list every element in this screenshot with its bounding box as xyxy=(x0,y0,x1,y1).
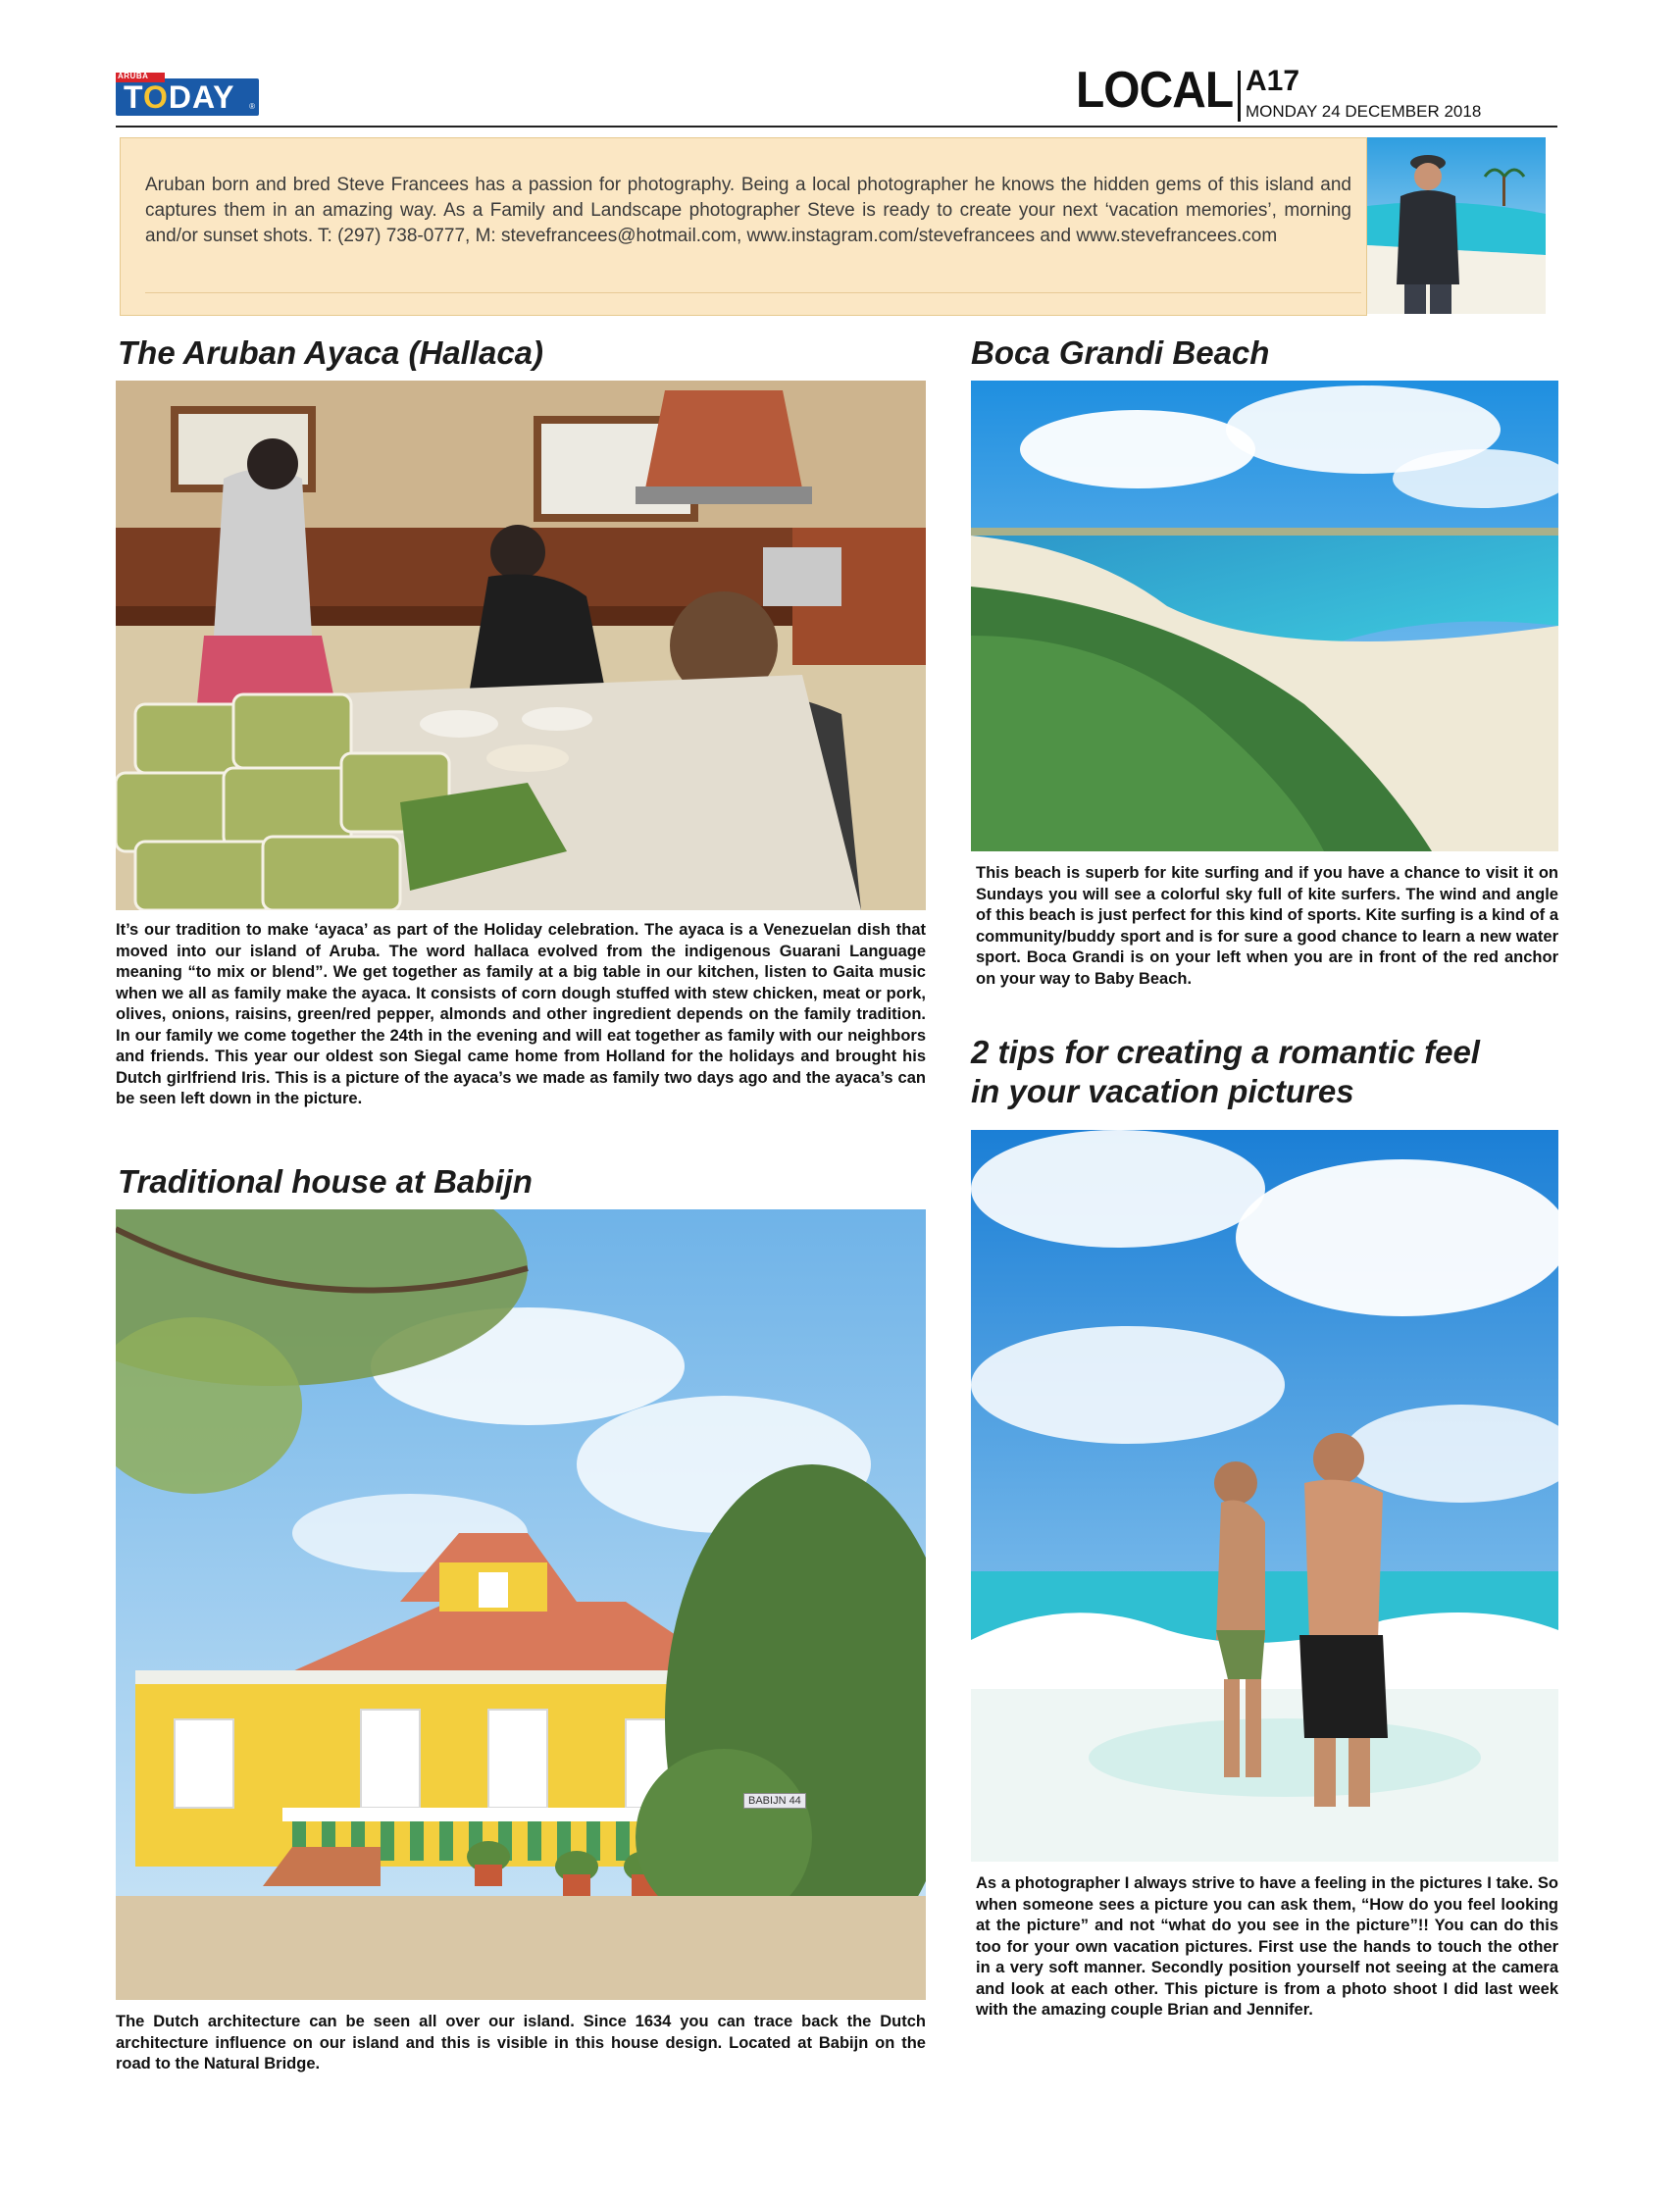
logo-letters-day: DAY xyxy=(168,79,235,115)
tips-heading-line1: 2 tips for creating a romantic feel xyxy=(971,1034,1480,1070)
boca-grandi-article-text: This beach is superb for kite surfing and if you have a chance to visit it on Sundays you will see a colorful sky full of kite surfers. The wind and angle of this beach is just perfect for this kind of sports. Kite surfing is a kind of a community/buddy sport and is for sure a good chance to learn a new water sport. Boca Grandi is on your left when you are in front of the red anchor on your way to Baby Beach. xyxy=(976,864,1558,988)
house-number-plate: BABIJN 44 xyxy=(743,1793,806,1809)
logo-tagline: ARUBA xyxy=(118,72,149,80)
boca-grandi-heading: Boca Grandi Beach xyxy=(971,334,1270,371)
tips-heading-line2: in your vacation pictures xyxy=(971,1073,1354,1109)
ayaca-heading: The Aruban Ayaca (Hallaca) xyxy=(118,334,544,371)
babijn-article-text: The Dutch architecture can be seen all over our island. Since 1634 you can trace back the Dutch architecture influence on our island and this is visible in this house design. Located at Babijn on the road to the Natural Bridge. xyxy=(116,2013,926,2073)
masthead-divider xyxy=(1238,71,1241,122)
tips-article-text: As a photographer I always strive to have a feeling in the pictures I take. So when someone sees a picture you can ask them, “How do you feel looking at the picture” and not “what do you see in the picture”!! You can do this too for your own vacation pictures. First use the hands to touch the other in a very soft manner. Secondly position yourself not seeing at the camera and look at each other. This picture is from a photo shoot I did last week with the amazing couple Brian and Jennifer. xyxy=(976,1874,1558,2019)
babijn-house-photo xyxy=(116,1209,926,2000)
logo-sun-o: O xyxy=(142,79,169,115)
photographer-bio-text: Aruban born and bred Steve Francees has a passion for photography. Being a local photographer he knows the hidden gems of this island and captures them in an amazing way. As a Family and Landscape photographer Steve is ready to create your next ‘vacation memories’, morning and/or sunset shots. T: (297) 738-0777, M: stevefrancees@hotmail.com, www.instagram.com/stevefrancees and www.stevefrancees.com xyxy=(145,175,1351,246)
boca-grandi-beach-photo xyxy=(971,381,1558,851)
section-name: LOCAL xyxy=(1076,62,1234,119)
photographer-portrait xyxy=(1367,137,1546,314)
couple-beach-photo xyxy=(971,1130,1558,1862)
bio-divider xyxy=(145,292,1361,293)
logo-letter-t: T xyxy=(124,79,143,115)
logo-registered-mark: ® xyxy=(249,102,255,111)
babijn-heading: Traditional house at Babijn xyxy=(118,1163,533,1200)
masthead-rule xyxy=(116,126,1557,128)
page-number: A17 xyxy=(1246,65,1300,97)
ayaca-kitchen-photo xyxy=(116,381,926,910)
today-logo xyxy=(116,73,259,120)
issue-date: MONDAY 24 DECEMBER 2018 xyxy=(1246,102,1482,121)
ayaca-article-text: It’s our tradition to make ‘ayaca’ as part of the Holiday celebration. The ayaca is a Venezuelan dish that moved into our island of Aruba. The word hallaca evolved from the indigenous Guarani Language meaning “to mix or blend”. We get together as family at a big table in our kitchen, listen to Gaita music when we all as family make the ayaca. It consists of corn dough stuffed with stew chicken, meat or pork, olives, onions, raisins, green/red pepper, almonds and other ingredient depends on the family tradition. In our family we come together the 24th in the evening and will eat together as family with our neighbors and friends. This year our oldest son Siegal came home from Holland for the holidays and brought his Dutch girlfriend Iris. This is a picture of the ayaca’s we made as family two days ago and the ayaca’s can be seen left down in the picture. xyxy=(116,921,926,1107)
